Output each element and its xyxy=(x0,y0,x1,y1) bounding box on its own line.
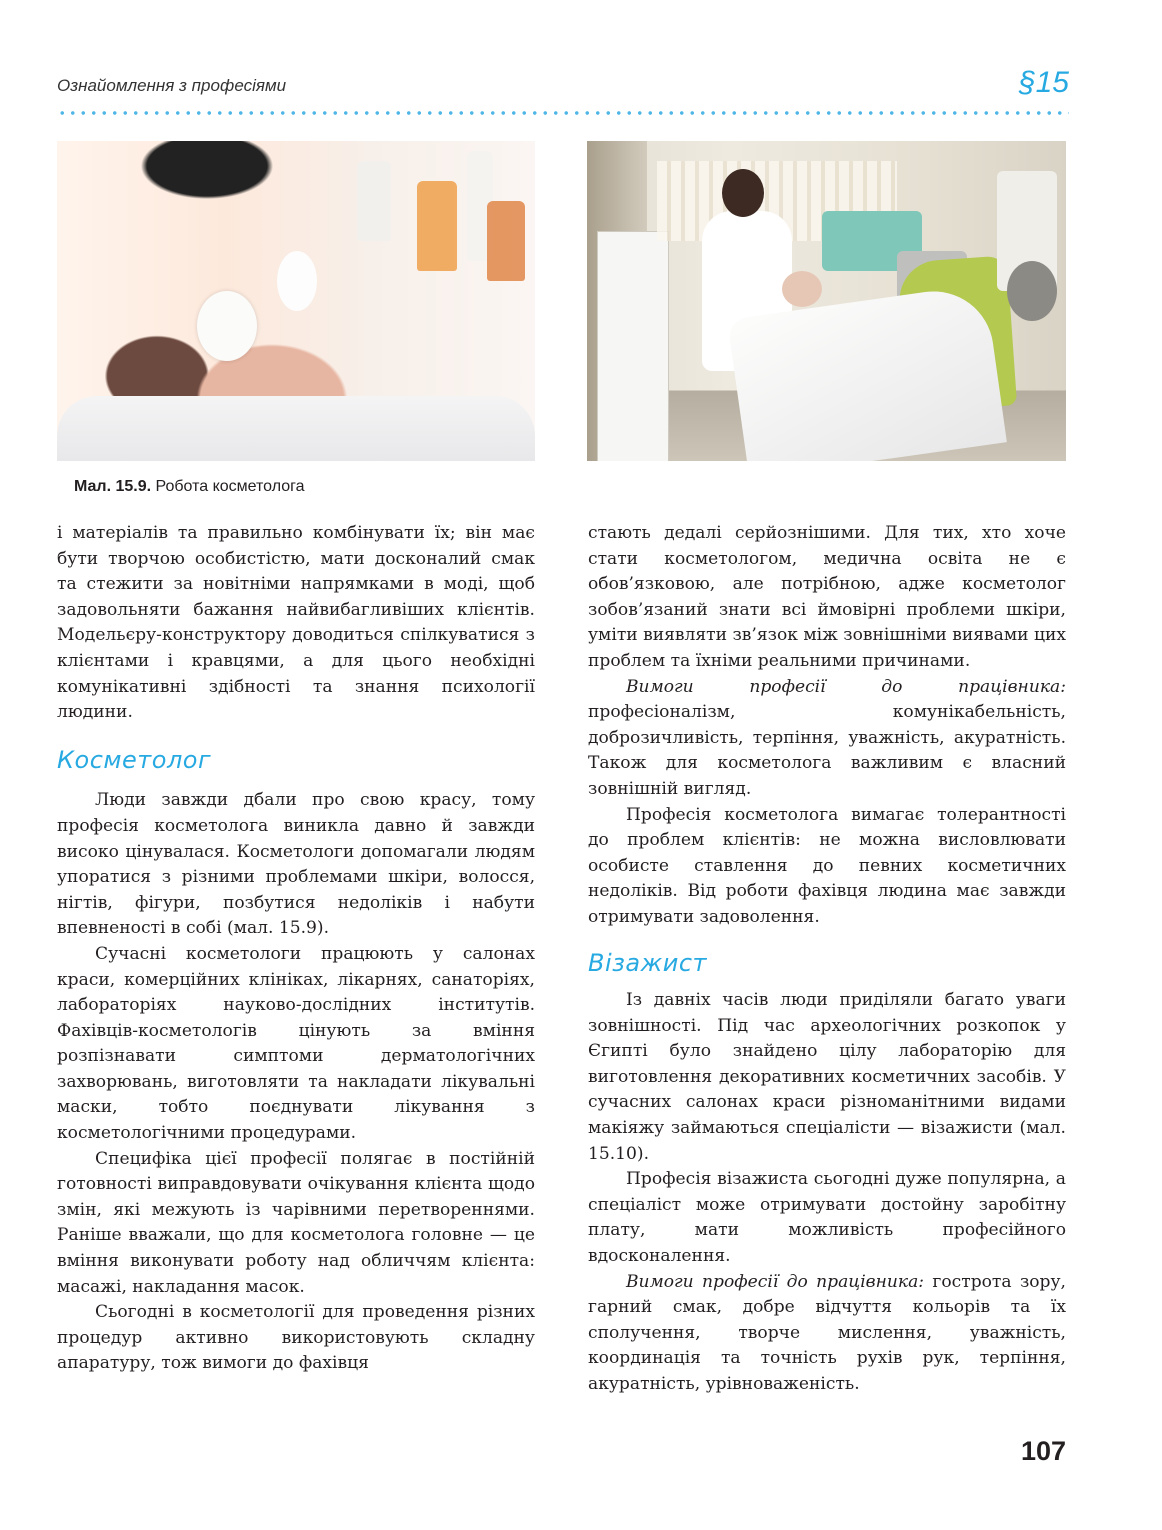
requirements-paragraph xyxy=(588,1270,1066,1398)
paragraph: Люди завжди дбали про свою красу, тому професія косметолога виникла давно й завжди високо цінувалася. Косметологи допомагали людям упоратися з різними проблемами шкіри, волосся, нігтів, фігури, позбутися недоліків і набути впевненості в собі (мал. 15.9). xyxy=(57,790,535,939)
requirements-label: Вимоги професії до працівника: xyxy=(626,676,1066,697)
requirements-text: гострота зору, гарний смак, добре відчуття кольорів та їх сполучення, творче мислення, уважність, координація та точність рухів рук, терпіння, акуратність, урівноваженість. xyxy=(588,1271,1066,1394)
paragraph-continued: стають дедалі серйознішими. Для тих, хто хоче стати косметологом, медична освіта не є обов’язковою, але потрібною, адже косметолог зобов’язаний знати всі ймовірні проблеми шкіри, уміти виявляти зв’язок між зовнішніми виявами цих проблем та їхніми реальними причинами. xyxy=(588,523,1067,671)
requirements-text: професіоналізм, комунікабельність, доброзичливість, терпіння, уважність, акуратність. Також для косметолога важливим є власний зовнішній вигляд. xyxy=(588,702,1066,799)
paragraph-intro: і матеріалів та правильно комбінувати їх; він має бути творчою особистістю, мати досконалий смак та стежити за новітніми напрямками в моді, щоб задовольняти бажання найвибагливіших клієнтів. Модельєру-конструктору доводиться спілкуватися з клієнтами і кравцями, а для цього необхідні комунікативні здібності та знання психології людини. xyxy=(57,523,535,723)
section-number: §15 xyxy=(1018,66,1069,99)
client-head-shape xyxy=(782,271,822,307)
paragraph: Професія косметолога вимагає толерантності до проблем клієнтів: не можна висловлювати особисте ставлення до певних косметичних недоліків. Від роботи фахівця людина має завжди отримувати задоволення. xyxy=(588,804,1066,927)
cosmetologist-hair xyxy=(722,169,764,217)
heading-cosmetologist: Косметолог xyxy=(57,745,212,774)
caption-label: Мал. 15.9. xyxy=(74,478,152,495)
cabinet-shape xyxy=(597,231,669,461)
bottle-shape xyxy=(487,201,525,281)
heading-makeup-artist: Візажист xyxy=(588,948,707,977)
cotton-pad-shape xyxy=(197,291,257,361)
dotted-divider xyxy=(57,111,1069,115)
requirements-label: Вимоги професії до працівника: xyxy=(626,1271,925,1292)
paragraph: Специфіка цієї професії полягає в постійній готовності виправдовувати очікування клієнта щодо змін, які межують із чарівними перетвореннями. Раніше вважали, що для косметолога головне — це вміння виконувати роботу над обличчям клієнта: масажі, накладання масок. xyxy=(57,1148,535,1297)
cotton-pad-shape xyxy=(277,251,317,311)
bottle-shape xyxy=(417,181,457,271)
steamer-shape xyxy=(1007,261,1057,321)
cosmetologist-closeup-photo xyxy=(57,141,535,461)
page-number: 107 xyxy=(1020,1436,1066,1466)
right-column xyxy=(588,521,1066,1398)
left-column xyxy=(57,521,535,1377)
paragraph: Із давніх часів люди приділяли багато уваги зовнішності. Під час археологічних розкопок у Єгипті було знайдено цілу лабораторію для виготовлення декоративних косметичних засобів. У сучасних салонах краси різноманітними видами макіяжу займаються спеціалісти — візажисти (мал. 15.10). xyxy=(588,990,1066,1164)
bottle-shape xyxy=(357,161,391,241)
cosmetology-room-photo xyxy=(587,141,1066,461)
requirements-paragraph xyxy=(588,675,1066,803)
caption-text: Робота косметолога xyxy=(151,478,305,495)
figure-caption xyxy=(74,478,305,496)
towel-shape xyxy=(57,396,535,461)
paragraph: Професія візажиста сьогодні дуже популярна, а спеціаліст може отримувати достойну заробітну плату, мати можливість професійного вдосконалення. xyxy=(588,1169,1066,1267)
paragraph: Сьогодні в косметології для проведення різних процедур активно використовують складну апаратуру, тож вимоги до фахівця xyxy=(57,1302,535,1374)
running-title: Ознайомлення з професіями xyxy=(57,76,287,95)
paragraph: Сучасні косметологи працюють у салонах краси, комерційних клініках, лікарнях, санаторіях, лабораторіях науково-дослідних інститутів. Фахівців-косметологів цінують за вміння розпізнавати симптоми дерматологічних захворювань, виготовляти та накладати лікувальні маски, тобто поєднувати лікування з косметологічними процедурами. xyxy=(57,943,535,1144)
